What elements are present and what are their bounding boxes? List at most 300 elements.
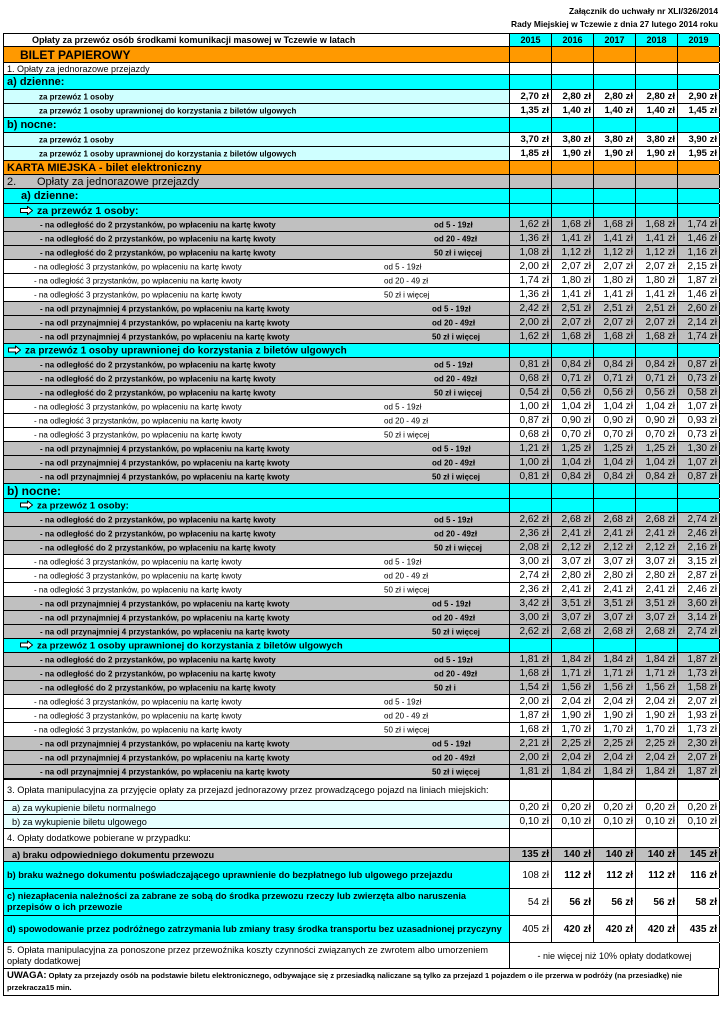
dz-ulg-fare-row-value: 1,04 zł	[594, 456, 636, 469]
dzienne-2-row-value	[678, 189, 720, 203]
koszty-row-label: 5. Opłata manipulacyjna za ponoszone przez przewoźnika koszty czynności związanych ze zwrotem albo umorzeniem opłaty dodatkowej	[7, 944, 489, 966]
dzienne-1-row-value	[678, 75, 720, 89]
dzienne-2-row-value	[636, 189, 678, 203]
dz-norm-fare-row-value: 1,41 zł	[552, 288, 594, 301]
bilet-papierowy-row	[3, 46, 719, 62]
dz-ulg-fare-row-label-cell	[4, 442, 510, 455]
dz-ulg-fare-row-value: 0,90 zł	[552, 414, 594, 427]
n-norm-fare-row-value: 3,07 zł	[552, 555, 594, 568]
n-norm-fare-row-value: 2,41 zł	[552, 527, 594, 540]
dz-norm-fare-row-amount: 50 zł i więcej	[432, 332, 481, 341]
bilet-papierowy-row-value	[636, 47, 678, 62]
dz-ulg-fare-row-label: - na odległość do 2 przystanków, po wpłaceniu na kartę kwoty	[40, 388, 276, 397]
n-ulg-fare-row	[3, 694, 719, 708]
dzienne-1-row-value	[636, 75, 678, 89]
dz-ulg-fare-row-label-cell	[4, 372, 510, 385]
dz-norm-fare-row-value: 1,68 zł	[552, 218, 594, 231]
dz-ulg-fare-row-amount: od 20 - 49zł	[434, 374, 478, 383]
manip-title-row-value	[678, 780, 720, 800]
dz-norm-fare-row-label-cell	[4, 260, 510, 273]
n-ulg-fare-row-value: 1,84 zł	[594, 765, 636, 778]
n-ulg-fare-row-value: 1,68 zł	[510, 667, 552, 680]
n-ulg-fare-row-label: - na odległość do 2 przystanków, po wpłaceniu na kartę kwoty	[40, 683, 276, 692]
nocne-2-row-value	[552, 484, 594, 498]
dz-ulg-fare-row-value: 0,70 zł	[594, 428, 636, 441]
dz-norm-fare-row-value: 2,51 zł	[636, 302, 678, 315]
nocne-2-row	[3, 483, 719, 498]
n-ulg-fare-row-label-cell	[4, 723, 510, 736]
arrow-right-icon	[20, 501, 33, 510]
dz-norm-fare-row-label: - na odl przynajmniej 4 przystanków, po wpłaceniu na kartę kwoty	[40, 304, 290, 313]
n-norm-fare-row	[3, 596, 719, 610]
dz-ulg-fare-row-value: 0,58 zł	[678, 386, 720, 399]
dz-ulg-fare-row-value: 0,84 zł	[552, 470, 594, 483]
table-title-row	[3, 33, 719, 46]
n-ulg-fare-row-value: 2,00 zł	[510, 695, 552, 708]
dz-norm-fare-row-value: 2,07 zł	[552, 260, 594, 273]
ulgowy-n-row-value	[510, 639, 552, 652]
dz-ulg-fare-row-value: 1,04 zł	[594, 400, 636, 413]
paper-day-reduced-row-label: za przewóz 1 osoby uprawnionej do korzystania z biletów ulgowych	[39, 106, 297, 115]
n-ulg-fare-row-label: - na odległość do 2 przystanków, po wpłaceniu na kartę kwoty	[40, 655, 276, 664]
n-ulg-fare-row-value: 1,70 zł	[636, 723, 678, 736]
dz-ulg-fare-row-value: 0,71 zł	[636, 372, 678, 385]
extra-d-row	[3, 915, 719, 942]
dz-norm-fare-row	[3, 245, 719, 259]
dz-norm-fare-row-value: 1,68 zł	[636, 218, 678, 231]
nocne-1-row-value	[510, 118, 552, 132]
paper-day-reduced-row-label-cell	[4, 104, 510, 117]
dz-ulg-fare-row-amount: od 5 - 19zł	[434, 360, 473, 369]
n-norm-fare-row-label: - na odległość 3 przystanków, po wpłaceniu na kartę kwoty	[34, 585, 242, 594]
n-norm-fare-row-amount: 50 zł i więcej	[432, 627, 481, 636]
dz-ulg-fare-row-label: - na odl przynajmniej 4 przystanków, po wpłaceniu na kartę kwoty	[40, 458, 290, 467]
ulgowy-n-row-value	[552, 639, 594, 652]
dz-ulg-fare-row-value: 0,73 zł	[678, 428, 720, 441]
n-ulg-fare-row-value: 1,58 zł	[678, 681, 720, 694]
n-ulg-fare-row-amount: od 5 - 19zł	[434, 655, 473, 664]
za-przewoz-n-row	[3, 498, 719, 512]
dz-norm-fare-row	[3, 301, 719, 315]
jednorazowe-2-value	[510, 175, 552, 188]
dz-ulg-fare-row-amount: 50 zł i więcej	[384, 430, 430, 439]
dz-ulg-fare-row-value: 1,25 zł	[594, 442, 636, 455]
ulgowy-n-row-value	[678, 639, 720, 652]
extra-d-row-value: 405 zł	[510, 916, 552, 942]
dzienne-1-row-value	[594, 75, 636, 89]
dzienne-2-row-label: a) dzienne:	[21, 190, 79, 202]
n-ulg-fare-row-label: - na odl przynajmniej 4 przystanków, po wpłaceniu na kartę kwoty	[40, 753, 290, 762]
n-norm-fare-row-value: 2,36 zł	[510, 583, 552, 596]
ulgowy-dz-row-label: za przewóz 1 osoby uprawnionej do korzystania z biletów ulgowych	[25, 345, 347, 356]
n-norm-fare-row-label-cell	[4, 569, 510, 582]
koszty-row-value: - nie więcej niż 10% opłaty dodatkowej	[510, 943, 720, 968]
ulgowy-dz-row-value	[636, 344, 678, 357]
extra-title-row-value	[636, 829, 678, 847]
dz-norm-fare-row	[3, 329, 719, 343]
dz-ulg-fare-row-value: 0,68 zł	[510, 372, 552, 385]
manip-title-row	[3, 778, 719, 800]
karta-miejska-row-label: KARTA MIEJSKA - bilet elektroniczny	[7, 161, 202, 174]
dz-norm-fare-row-value: 1,80 zł	[552, 274, 594, 287]
dz-ulg-fare-row-value: 0,68 zł	[510, 428, 552, 441]
paper-day-normal-row-value: 2,70 zł	[510, 90, 552, 103]
n-ulg-fare-row-label-cell	[4, 765, 510, 778]
koszty-row	[3, 942, 719, 968]
ulgowy-dz-row-value	[678, 344, 720, 357]
n-ulg-fare-row-label: - na odległość 3 przystanków, po wpłaceniu na kartę kwoty	[34, 697, 242, 706]
n-norm-fare-row-label: - na odległość 3 przystanków, po wpłaceniu na kartę kwoty	[34, 571, 242, 580]
n-norm-fare-row-value: 2,62 zł	[510, 513, 552, 526]
n-ulg-fare-row-amount: od 20 - 49 zł	[384, 711, 429, 720]
table-title-row-label-cell	[4, 34, 510, 46]
n-norm-fare-row-value: 3,07 zł	[594, 611, 636, 624]
n-norm-fare-row-label: - na odległość do 2 przystanków, po wpłaceniu na kartę kwoty	[40, 515, 276, 524]
n-norm-fare-row-label: - na odl przynajmniej 4 przystanków, po wpłaceniu na kartę kwoty	[40, 627, 290, 636]
n-norm-fare-row-label: - na odległość 3 przystanków, po wpłaceniu na kartę kwoty	[34, 557, 242, 566]
paper-night-reduced-row-value: 1,90 zł	[552, 147, 594, 160]
n-norm-fare-row-label: - na odległość do 2 przystanków, po wpłaceniu na kartę kwoty	[40, 529, 276, 538]
za-przewoz-n-row-label-wrap	[20, 500, 129, 511]
dz-norm-fare-row-value: 1,68 zł	[552, 330, 594, 343]
dzienne-2-row	[3, 188, 719, 203]
dz-ulg-fare-row-label-cell	[4, 414, 510, 427]
dz-norm-fare-row-label-cell	[4, 330, 510, 343]
extra-title-row-value	[510, 829, 552, 847]
ulgowy-dz-row	[3, 343, 719, 357]
dz-norm-fare-row-amount: od 20 - 49 zł	[384, 276, 429, 285]
paper-night-normal-row-value: 3,70 zł	[510, 133, 552, 146]
n-ulg-fare-row-value: 1,81 zł	[510, 653, 552, 666]
dz-norm-fare-row-value: 1,41 zł	[636, 288, 678, 301]
extra-b-row	[3, 861, 719, 888]
attachment-header-line2: Rady Miejskiej w Tczewie z dnia 27 lutego 2014 roku	[511, 19, 718, 29]
n-norm-fare-row-label-cell	[4, 625, 510, 638]
dz-ulg-fare-row-label-cell	[4, 386, 510, 399]
n-norm-fare-row-value: 3,60 zł	[678, 597, 720, 610]
dz-norm-fare-row-value: 1,16 zł	[678, 246, 720, 259]
paper-night-reduced-row-label: za przewóz 1 osoby uprawnionej do korzystania z biletów ulgowych	[39, 149, 297, 158]
n-ulg-fare-row-value: 2,04 zł	[636, 695, 678, 708]
table-title-row-value: 2017	[594, 34, 636, 46]
karta-miejska-row-value	[510, 161, 552, 174]
dz-norm-fare-row-label-cell	[4, 274, 510, 287]
dzienne-2-row-value	[510, 189, 552, 203]
dz-ulg-fare-row-value: 0,71 zł	[552, 372, 594, 385]
dz-ulg-fare-row-label-cell	[4, 470, 510, 483]
ulgowy-dz-row-value	[594, 344, 636, 357]
n-norm-fare-row-value: 2,12 zł	[636, 541, 678, 554]
n-norm-fare-row	[3, 582, 719, 596]
extra-c-row-value: 56 zł	[552, 889, 594, 915]
dz-ulg-fare-row-value: 1,25 zł	[552, 442, 594, 455]
za-przewoz-n-row-label-cell	[4, 499, 510, 512]
dz-ulg-fare-row-label: - na odległość 3 przystanków, po wpłaceniu na kartę kwoty	[34, 416, 242, 425]
za-przewoz-dz-row-value	[594, 204, 636, 217]
ulgowy-n-row	[3, 638, 719, 652]
extra-c-row-label-cell	[4, 889, 510, 915]
dz-norm-fare-row-value: 1,62 zł	[510, 330, 552, 343]
dz-ulg-fare-row-value: 1,07 zł	[678, 456, 720, 469]
uwaga-head: UWAGA:	[7, 970, 47, 981]
dz-ulg-fare-row	[3, 469, 719, 483]
za-przewoz-dz-row-value	[678, 204, 720, 217]
dz-ulg-fare-row-label: - na odległość do 2 przystanków, po wpłaceniu na kartę kwoty	[40, 360, 276, 369]
dz-norm-fare-row-value: 2,07 zł	[636, 260, 678, 273]
n-ulg-fare-row-value: 2,07 zł	[678, 695, 720, 708]
n-norm-fare-row-value: 2,74 zł	[678, 513, 720, 526]
dz-ulg-fare-row	[3, 427, 719, 441]
paper-night-normal-row-value: 3,80 zł	[552, 133, 594, 146]
paper-night-reduced-row-value: 1,95 zł	[678, 147, 720, 160]
n-ulg-fare-row	[3, 680, 719, 694]
n-norm-fare-row-label: - na odległość do 2 przystanków, po wpłaceniu na kartę kwoty	[40, 543, 276, 552]
extra-a-row	[3, 847, 719, 861]
paper-day-normal-row-label: za przewóz 1 osoby	[39, 92, 114, 101]
extra-b-row-label-cell	[4, 862, 510, 888]
dz-norm-fare-row-value: 1,80 zł	[636, 274, 678, 287]
n-ulg-fare-row-amount: 50 zł i więcej	[432, 767, 481, 776]
arrow-right-icon	[20, 641, 33, 650]
paper-night-normal-row-value: 3,90 zł	[678, 133, 720, 146]
table-title-row-label: Opłaty za przewóz osób środkami komunikacji masowej w Tczewie w latach	[32, 35, 356, 45]
n-norm-fare-row-value: 3,00 zł	[510, 555, 552, 568]
n-norm-fare-row-value: 2,68 zł	[594, 513, 636, 526]
n-ulg-fare-row-value: 1,73 zł	[678, 723, 720, 736]
n-ulg-fare-row-value: 1,84 zł	[552, 653, 594, 666]
paper-day-normal-row-value: 2,80 zł	[636, 90, 678, 103]
n-ulg-fare-row-label-cell	[4, 709, 510, 722]
dz-ulg-fare-row-label: - na odległość 3 przystanków, po wpłaceniu na kartę kwoty	[34, 402, 242, 411]
extra-title-row-label-cell	[4, 829, 510, 847]
n-norm-fare-row-value: 3,00 zł	[510, 611, 552, 624]
fare-table	[3, 33, 719, 996]
dz-ulg-fare-row-value: 0,81 zł	[510, 358, 552, 371]
dz-norm-fare-row-label: - na odległość do 2 przystanków, po wpłaceniu na kartę kwoty	[40, 234, 276, 243]
dz-norm-fare-row-value: 1,80 zł	[594, 274, 636, 287]
bilet-papierowy-row-value	[510, 47, 552, 62]
paper-night-normal-row-value: 3,80 zł	[594, 133, 636, 146]
dz-norm-fare-row-value: 2,42 zł	[510, 302, 552, 315]
paper-night-reduced-row-value: 1,90 zł	[594, 147, 636, 160]
n-norm-fare-row-value: 3,42 zł	[510, 597, 552, 610]
extra-c-row	[3, 888, 719, 915]
manip-normal-row-value: 0,20 zł	[552, 801, 594, 814]
n-ulg-fare-row	[3, 652, 719, 666]
dz-norm-fare-row	[3, 287, 719, 301]
n-norm-fare-row	[3, 624, 719, 638]
arrow-right-icon	[8, 346, 21, 355]
extra-b-row-value: 112 zł	[636, 862, 678, 888]
dz-norm-fare-row-value: 1,74 zł	[678, 330, 720, 343]
n-ulg-fare-row-label: - na odległość 3 przystanków, po wpłaceniu na kartę kwoty	[34, 725, 242, 734]
dz-norm-fare-row-label-cell	[4, 232, 510, 245]
manip-reduced-row-label-cell	[4, 815, 510, 828]
dz-ulg-fare-row-value: 0,87 zł	[678, 358, 720, 371]
extra-a-row-value: 145 zł	[678, 848, 720, 861]
manip-reduced-row-value: 0,10 zł	[594, 815, 636, 828]
dz-norm-fare-row-value: 1,68 zł	[594, 218, 636, 231]
n-ulg-fare-row-value: 1,90 zł	[636, 709, 678, 722]
n-norm-fare-row-value: 3,07 zł	[636, 611, 678, 624]
nocne-1-row-value	[594, 118, 636, 132]
n-norm-fare-row-value: 2,87 zł	[678, 569, 720, 582]
nocne-1-row-value	[552, 118, 594, 132]
dz-norm-fare-row-amount: od 20 - 49zł	[434, 234, 478, 243]
dzienne-1-row	[3, 74, 719, 89]
dzienne-1-row-value	[552, 75, 594, 89]
dz-ulg-fare-row-value: 1,00 zł	[510, 400, 552, 413]
karta-miejska-row	[3, 160, 719, 174]
dz-ulg-fare-row-value: 1,25 zł	[636, 442, 678, 455]
paper-day-reduced-row-value: 1,35 zł	[510, 104, 552, 117]
paper-day-reduced-row-value: 1,40 zł	[552, 104, 594, 117]
dz-ulg-fare-row-value: 1,00 zł	[510, 456, 552, 469]
nocne-2-row-label-cell	[4, 484, 510, 498]
dz-ulg-fare-row	[3, 455, 719, 469]
bilet-papierowy-row-label: BILET PAPIEROWY	[20, 47, 131, 62]
dz-ulg-fare-row-value: 0,87 zł	[510, 414, 552, 427]
n-ulg-fare-row-amount: od 20 - 49zł	[432, 753, 476, 762]
n-ulg-fare-row-amount: od 5 - 19zł	[384, 697, 422, 706]
n-norm-fare-row-amount: od 5 - 19zł	[384, 557, 422, 566]
dz-ulg-fare-row-value: 0,81 zł	[510, 470, 552, 483]
dz-norm-fare-row-amount: od 5 - 19zł	[384, 262, 422, 271]
jednorazowe-1-row-value	[510, 63, 552, 74]
dzienne-1-row-label: a) dzienne:	[7, 76, 65, 88]
n-ulg-fare-row-label: - na odległość do 2 przystanków, po wpłaceniu na kartę kwoty	[40, 669, 276, 678]
ulgowy-n-row-label-cell	[4, 639, 510, 652]
n-ulg-fare-row-value: 2,04 zł	[594, 695, 636, 708]
dz-norm-fare-row	[3, 217, 719, 231]
n-norm-fare-row-value: 2,46 zł	[678, 527, 720, 540]
extra-b-row-value: 112 zł	[552, 862, 594, 888]
dz-ulg-fare-row	[3, 399, 719, 413]
n-norm-fare-row-value: 2,80 zł	[552, 569, 594, 582]
dz-ulg-fare-row-amount: od 5 - 19zł	[384, 402, 422, 411]
dz-norm-fare-row-value: 1,36 zł	[510, 232, 552, 245]
n-norm-fare-row-value: 2,46 zł	[678, 583, 720, 596]
n-norm-fare-row-amount: 50 zł i więcej	[384, 585, 430, 594]
n-norm-fare-row-value: 2,12 zł	[552, 541, 594, 554]
dz-norm-fare-row-value: 2,00 zł	[510, 260, 552, 273]
dz-ulg-fare-row	[3, 357, 719, 371]
jednorazowe-1-row-value	[636, 63, 678, 74]
n-norm-fare-row-amount: od 20 - 49 zł	[384, 571, 429, 580]
dz-norm-fare-row-value: 1,68 zł	[636, 330, 678, 343]
koszty-row-label-cell	[4, 943, 510, 968]
n-ulg-fare-row-label: - na odl przynajmniej 4 przystanków, po wpłaceniu na kartę kwoty	[40, 767, 290, 776]
dz-norm-fare-row-value: 1,62 zł	[510, 218, 552, 231]
dz-norm-fare-row-value: 1,41 zł	[636, 232, 678, 245]
n-ulg-fare-row-amount: 50 zł i więcej	[384, 725, 430, 734]
dz-ulg-fare-row-amount: 50 zł i więcej	[432, 472, 481, 481]
manip-normal-row-label: a) za wykupienie biletu normalnego	[12, 802, 157, 813]
paper-day-reduced-row-value: 1,45 zł	[678, 104, 720, 117]
n-norm-fare-row-value: 2,80 zł	[594, 569, 636, 582]
n-ulg-fare-row-value: 1,71 zł	[594, 667, 636, 680]
nocne-1-row-value	[678, 118, 720, 132]
uwaga-text: Opłaty za przejazdy osób na podstawie biletu elektronicznego, odbywające się z przesiadką naliczane są tylko za przejazd 1 pojazdem o ile przerwa w podróży (na przesiadkę) nie przekracza15 min.	[7, 971, 683, 992]
dz-ulg-fare-row-amount: od 20 - 49zł	[432, 458, 476, 467]
dzienne-2-row-label-cell	[4, 189, 510, 203]
dzienne-2-row-value	[552, 189, 594, 203]
n-ulg-fare-row-label-cell	[4, 695, 510, 708]
dz-norm-fare-row-label: - na odległość 3 przystanków, po wpłaceniu na kartę kwoty	[34, 262, 242, 271]
n-norm-fare-row	[3, 526, 719, 540]
dz-norm-fare-row-label-cell	[4, 218, 510, 231]
n-ulg-fare-row-value: 1,81 zł	[510, 765, 552, 778]
dz-norm-fare-row-value: 1,46 zł	[678, 232, 720, 245]
n-norm-fare-row-value: 2,80 zł	[636, 569, 678, 582]
extra-d-row-value: 420 zł	[636, 916, 678, 942]
dz-norm-fare-row-amount: 50 zł i więcej	[384, 290, 430, 299]
n-ulg-fare-row-value: 1,84 zł	[552, 765, 594, 778]
manip-normal-row-value: 0,20 zł	[636, 801, 678, 814]
n-norm-fare-row-label-cell	[4, 541, 510, 554]
dz-norm-fare-row-value: 2,00 zł	[510, 316, 552, 329]
za-przewoz-dz-row-label-cell	[4, 204, 510, 217]
n-norm-fare-row-value: 2,41 zł	[594, 583, 636, 596]
paper-day-reduced-row-value: 1,40 zł	[636, 104, 678, 117]
extra-d-row-label: d) spowodowanie przez podróżnego zatrzymania lub zmiany trasy środka transportu bez uzasadnionej przyczyny	[7, 923, 502, 934]
n-ulg-fare-row-value: 1,70 zł	[552, 723, 594, 736]
n-norm-fare-row-amount: od 20 - 49zł	[434, 529, 478, 538]
dz-ulg-fare-row	[3, 441, 719, 455]
n-ulg-fare-row	[3, 736, 719, 750]
n-ulg-fare-row-label-cell	[4, 653, 510, 666]
manip-reduced-row	[3, 814, 719, 828]
karta-miejska-row-value	[678, 161, 720, 174]
n-ulg-fare-row-value: 1,90 zł	[552, 709, 594, 722]
n-ulg-fare-row	[3, 764, 719, 778]
manip-normal-row-value: 0,20 zł	[678, 801, 720, 814]
n-norm-fare-row-value: 3,07 zł	[552, 611, 594, 624]
dz-norm-fare-row-value: 1,68 zł	[594, 330, 636, 343]
n-ulg-fare-row	[3, 708, 719, 722]
ulgowy-n-row-label-wrap	[20, 640, 343, 651]
extra-c-row-value: 56 zł	[636, 889, 678, 915]
jednorazowe-1-row-label: 1. Opłaty za jednorazowe przejazdy	[7, 63, 150, 74]
za-przewoz-n-row-value	[510, 499, 552, 512]
dz-ulg-fare-row-value: 0,84 zł	[636, 470, 678, 483]
n-norm-fare-row-value: 2,12 zł	[594, 541, 636, 554]
dz-norm-fare-row-amount: od 5 - 19zł	[434, 220, 473, 229]
extra-a-row-value: 140 zł	[594, 848, 636, 861]
n-ulg-fare-row-label-cell	[4, 751, 510, 764]
dz-norm-fare-row-label: - na odległość do 2 przystanków, po wpłaceniu na kartę kwoty	[40, 220, 276, 229]
dz-norm-fare-row-label-cell	[4, 302, 510, 315]
ulgowy-n-row-value	[636, 639, 678, 652]
dz-ulg-fare-row-amount: od 20 - 49 zł	[384, 416, 429, 425]
extra-a-row-value: 140 zł	[636, 848, 678, 861]
paper-night-normal-row-label: za przewóz 1 osoby	[39, 135, 114, 144]
n-ulg-fare-row-value: 1,84 zł	[594, 653, 636, 666]
dz-ulg-fare-row-amount: 50 zł i więcej	[434, 388, 483, 397]
extra-title-row-value	[594, 829, 636, 847]
n-norm-fare-row-value: 3,07 zł	[636, 555, 678, 568]
manip-reduced-row-value: 0,10 zł	[678, 815, 720, 828]
dz-ulg-fare-row-value: 0,87 zł	[678, 470, 720, 483]
jednorazowe-2-value	[636, 175, 678, 188]
n-norm-fare-row-value: 2,41 zł	[552, 583, 594, 596]
dz-norm-fare-row-amount: od 20 - 49zł	[432, 318, 476, 327]
n-ulg-fare-row-label-cell	[4, 667, 510, 680]
n-ulg-fare-row-amount: 50 zł i	[434, 683, 456, 692]
n-norm-fare-row-value: 2,41 zł	[636, 583, 678, 596]
dz-norm-fare-row-value: 1,12 zł	[636, 246, 678, 259]
table-title-row-value: 2015	[510, 34, 552, 46]
